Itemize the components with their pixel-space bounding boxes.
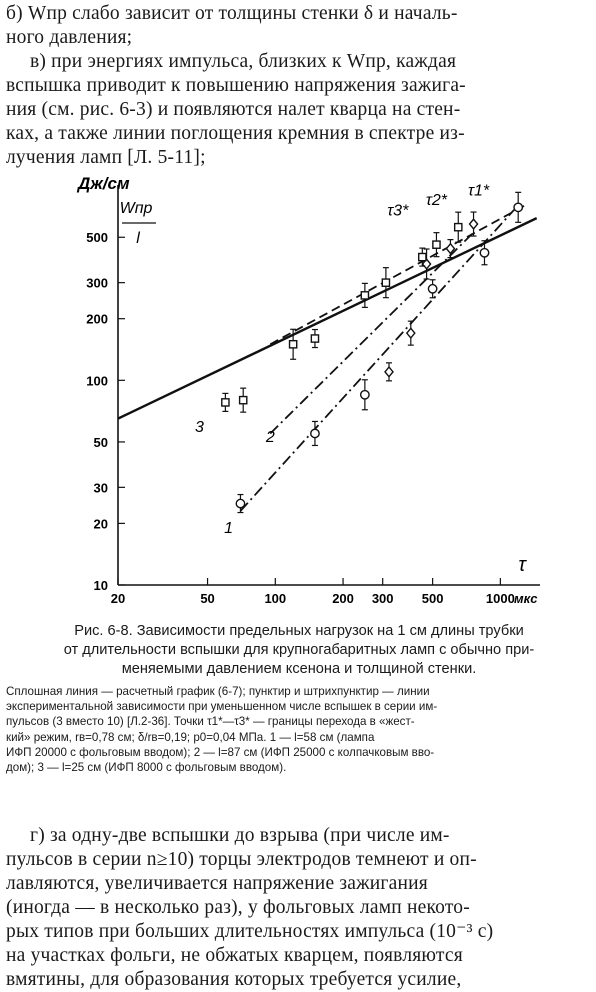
data-point [385,367,393,377]
data-point [361,391,369,399]
fit-line [240,210,514,511]
y-tick-label: 30 [93,480,108,496]
data-point [480,249,488,257]
note-line: экспериментальной зависимости при уменьшенном числе вспышек в серии им- [6,700,438,714]
y-label-denominator: l [136,230,140,247]
x-tick-label: 50 [200,591,215,606]
bottom-paragraph [6,824,592,992]
y-tick-label: 50 [93,434,108,450]
data-point [455,224,462,231]
y-tick-label: 300 [86,275,108,291]
annotation-label: 1 [224,519,234,537]
text-line: в) при энергиях импульса, близких к Wпр, каждая [30,51,457,72]
note-line: дом); 3 — l=25 см (ИФП 8000 с фольговым вводом). [6,761,287,775]
text-line: вмятины, для образования которых требуется усилие, [6,969,462,990]
data-point [240,397,247,404]
x-tick-label: 500 [421,591,444,606]
note-line: Сплошная линия — расчетный график (6-7); пунктир и штрихпунктир — линии [6,685,430,698]
loglog-chart [0,160,596,620]
text-line: рых типов при больших длительностях импульса (10⁻³ с) [6,921,494,942]
note-line: кий» режим, rв=0,78 см; δ/rв=0,19; p0=0,04 МПа. 1 — l=58 см (лампа [6,730,375,744]
note-line: пульсов (3 вместо 10) [Л.2-36]. Точки τ1*—τ3* — границы перехода в «жест- [6,715,415,729]
x-tick-label: 300 [371,591,394,606]
text-line: г) за одну-две вспышки до взрыва (при числе им- [30,825,450,846]
data-point [470,219,478,229]
text-line: (иногда — в несколько раз), у фольговых ламп некото- [6,897,470,918]
text-line: ного давления; [6,27,133,48]
fit-line [270,205,526,344]
data-point [236,499,244,507]
y-tick-label: 200 [86,311,108,327]
text-line: пульсов в серии n≥10) торцы электродов темнеют и оп- [6,849,477,870]
data-point [222,399,229,406]
note-line: ИФП 20000 с фольговым вводом); 2 — l=87 см (ИФП 25000 с колпачковым вво- [6,745,435,759]
annotation-label: τ3* [387,202,409,220]
data-point [361,292,368,299]
annotation-label: τ2* [425,191,448,209]
data-point [290,341,297,348]
annotation-label: 3 [194,418,204,436]
data-point [419,253,426,260]
fit-line [118,218,537,418]
data-point [311,335,318,342]
annotation-label: 2 [265,428,275,446]
text-line: лавляются, увеличивается напряжение зажигания [6,873,428,894]
x-tick-label: 200 [332,591,354,606]
data-point [382,279,389,286]
text-line: ках, а также линии поглощения кремния в спектре из- [6,123,465,144]
data-point [433,241,440,248]
y-tick-label: 500 [86,230,108,246]
text-line: ния (см. рис. 6-3) и появляются налет кварца на стен- [6,99,461,120]
annotation-label: τ1* [468,182,490,200]
y-unit-label: Дж/см [78,174,130,193]
x-tick-label: 20 [110,591,126,606]
data-point [407,328,415,338]
top-paragraph [6,2,592,170]
text-line: лучения ламп [Л. 5-11]; [6,147,206,168]
caption-line: Рис. 6-8. Зависимости предельных нагрузок на 1 см длины трубки [74,623,524,639]
y-tick-label: 10 [93,578,108,593]
data-point [311,429,319,437]
y-tick-label: 20 [93,516,108,532]
y-tick-label: 100 [86,373,108,389]
figure-note [6,684,592,775]
x-symbol-label: τ [518,554,526,576]
y-label-numerator: Wпр [119,200,153,217]
figure-caption [6,622,592,679]
caption-line: меняемыми давлением ксенона и толщиной стенки. [121,661,477,677]
x-tick-label: 1000 [485,591,515,606]
caption-line: от длительности вспышки для крупногабаритных ламп с обычно при- [63,642,535,658]
text-line: б) Wпр слабо зависит от толщины стенки δ и началь- [6,3,458,24]
text-line: на участках фольги, не обжатых кварцем, появляются [6,945,463,966]
text-line: вспышка приводит к повышению напряжения зажига- [6,75,466,96]
x-unit-label: мкс [514,591,538,606]
x-tick-label: 100 [264,591,287,606]
data-point [428,285,436,293]
data-point [514,203,522,211]
